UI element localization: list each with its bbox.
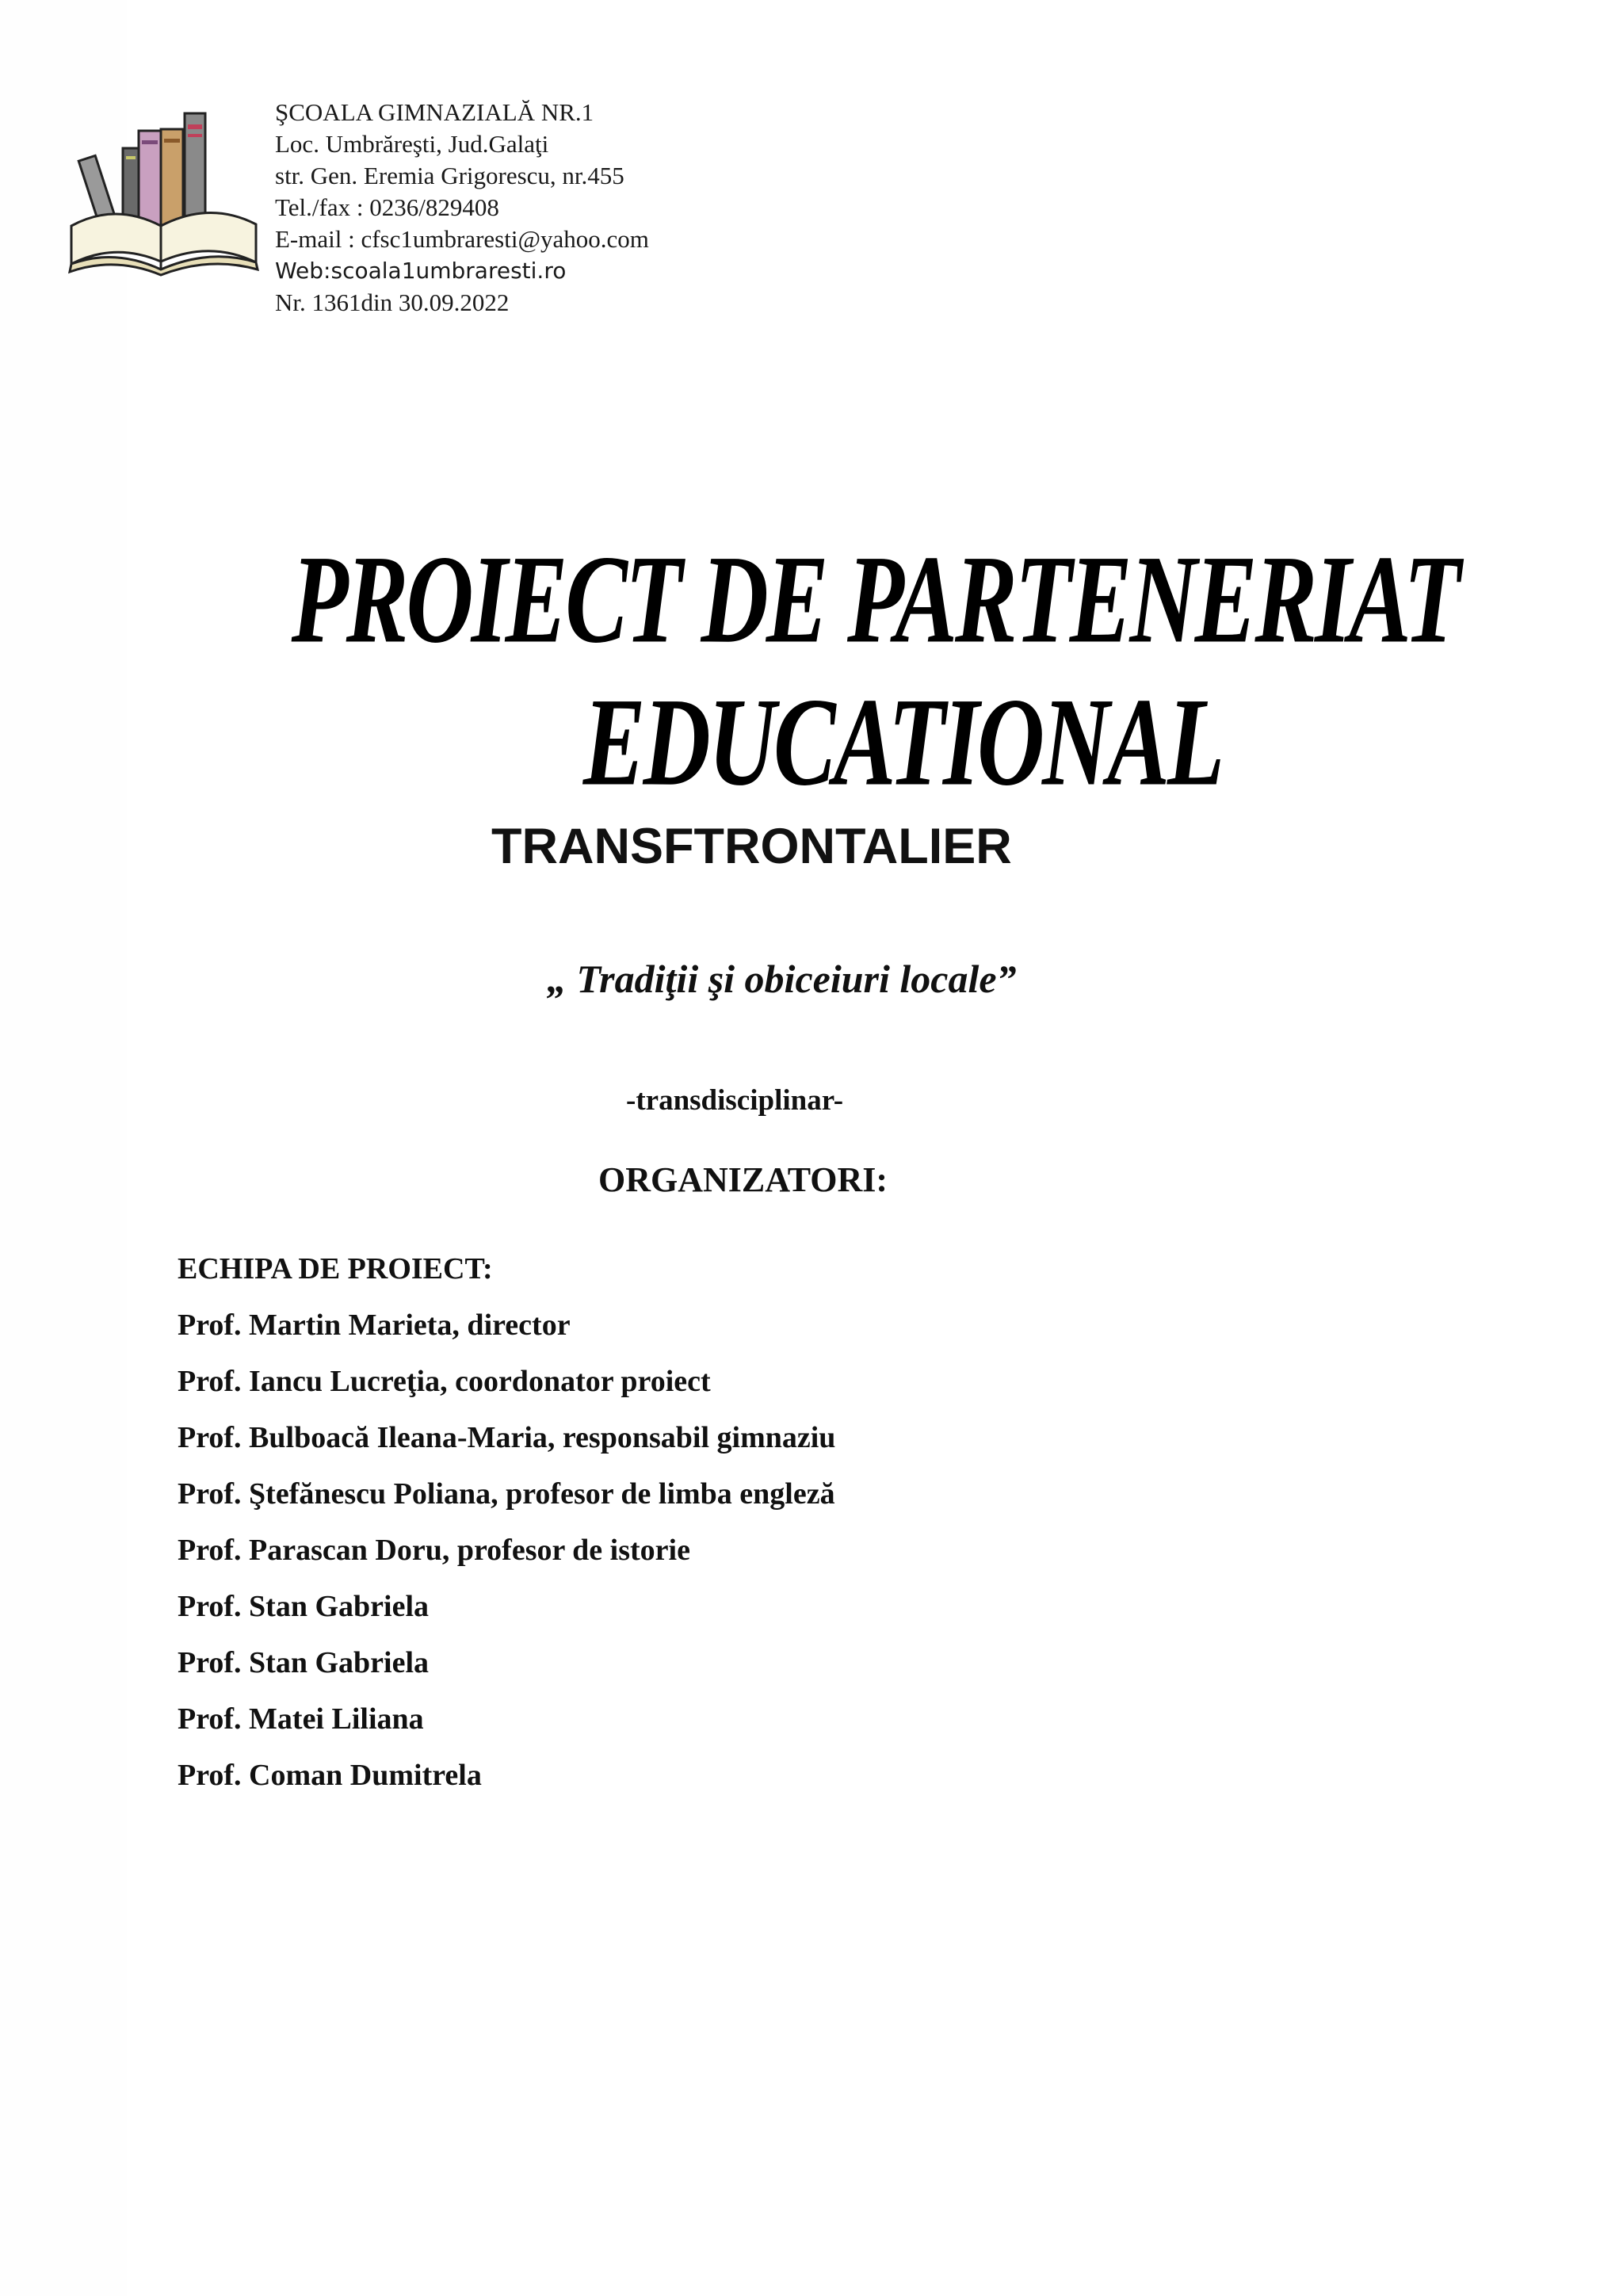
school-header xyxy=(275,97,649,319)
school-website: Web:scoala1umbraresti.ro xyxy=(275,258,567,284)
team-member: Prof. Stan Gabriela xyxy=(178,1590,430,1623)
school-name: ŞCOALA GIMNAZIALĂ NR.1 xyxy=(275,98,594,126)
document-number: Nr. 1361din 30.09.2022 xyxy=(275,288,510,316)
books-logo-icon xyxy=(67,107,265,277)
project-team xyxy=(178,1241,835,1804)
discipline-type: -transdisciplinar- xyxy=(626,1084,844,1117)
project-theme: „ Tradiţii şi obiceiuri locale” xyxy=(547,957,1017,1001)
team-member: Prof. Ştefănescu Poliana, profesor de limba engleză xyxy=(178,1477,835,1511)
school-email: E-mail : cfsc1umbraresti@yahoo.com xyxy=(275,225,649,253)
school-phone: Tel./fax : 0236/829408 xyxy=(275,193,499,221)
team-member: Prof. Coman Dumitrela xyxy=(178,1759,482,1792)
page-background xyxy=(127,0,1623,2296)
document-title-line-2: EDUCATIONAL xyxy=(582,671,1223,812)
team-member: Prof. Iancu Lucreţia, coordonator proiect xyxy=(178,1365,711,1398)
school-locality: Loc. Umbrăreşti, Jud.Galaţi xyxy=(275,130,549,158)
document-title-line-1: PROIECT DE PARTENERIAT xyxy=(291,529,1459,670)
team-member: Prof. Parascan Doru, profesor de istorie xyxy=(178,1534,690,1567)
organizers-heading: ORGANIZATORI: xyxy=(598,1160,888,1199)
team-member: Prof. Matei Liliana xyxy=(178,1702,424,1736)
team-member: Prof. Stan Gabriela xyxy=(178,1646,430,1679)
team-member: Prof. Martin Marieta, director xyxy=(178,1308,571,1342)
document-subtitle: TRANSFTRONTALIER xyxy=(491,819,1012,874)
team-member: Prof. Bulboacă Ileana-Maria, responsabil gimnaziu xyxy=(178,1421,836,1454)
school-street: str. Gen. Eremia Grigorescu, nr.455 xyxy=(275,162,624,189)
team-heading: ECHIPA DE PROIECT: xyxy=(178,1252,493,1286)
